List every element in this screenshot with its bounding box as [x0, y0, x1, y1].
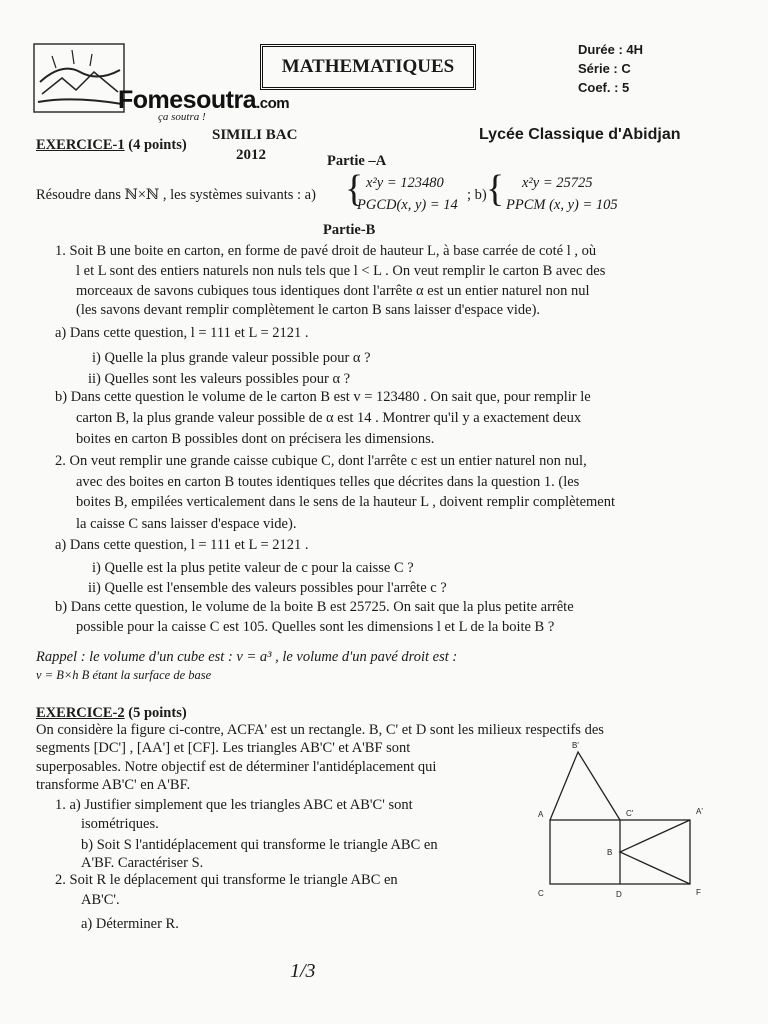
label-ap: A'	[696, 807, 703, 816]
ex2-q1b-line1: b) Soit S l'antidéplacement qui transforme le triangle ABC en	[81, 837, 438, 853]
exam-meta	[578, 40, 643, 97]
label-d: D	[616, 890, 622, 899]
q2a-ii: ii) Quelle est l'ensemble des valeurs possibles pour l'arrête c ?	[88, 580, 447, 596]
ex2-q1a-line1: 1. a) Justifier simplement que les triangles ABC et AB'C' sont	[55, 797, 413, 813]
q2-line2: avec des boites en carton B toutes identiques telles que décrites dans la question 1. (les	[76, 474, 580, 490]
system-a-eq2: PGCD(x, y) = 14	[357, 197, 458, 213]
logo-brand: Fomesoutra.com	[118, 86, 290, 114]
logo-tagline: ça soutra !	[158, 111, 206, 123]
q2-line3: boites B, empilées verticalement dans le sens de la hauteur L , doivent remplir complètement	[76, 494, 616, 510]
q1b-line2: carton B, la plus grande valeur possible de α est 14 . Montrer qu'il y a exactement deux	[76, 410, 582, 426]
q1a-i: i) Quelle la plus grande valeur possible pour α ?	[92, 350, 371, 366]
q2-line1: 2. On veut remplir une grande caisse cubique C, dont l'arrête c est un entier naturel non nul,	[55, 453, 587, 469]
q1-line1: 1. Soit B une boite en carton, en forme de pavé droit de hauteur L, à base carrée de coté l , où	[55, 243, 597, 259]
q1b-line1: b) Dans cette question le volume de le carton B est v = 123480 . On sait que, pour remplir le	[55, 389, 591, 405]
system-b-brace: {	[486, 168, 505, 210]
label-f: F	[696, 888, 701, 897]
ex2-line4: transforme AB'C' en A'BF.	[36, 777, 191, 793]
q1-line3: morceaux de savons cubiques tous identiques dont l'arrête α est un entier naturel non nul	[76, 283, 590, 299]
q1a: a) Dans cette question, l = 111 et L = 2121 .	[55, 325, 309, 341]
part-a-title: Partie –A	[327, 153, 387, 169]
system-a-brace: {	[345, 168, 364, 210]
part-a-text: Résoudre dans ℕ×ℕ , les systèmes suivants : a)	[36, 187, 316, 203]
q1-line2: l et L sont des entiers naturels non nuls tels que l < L . On veut remplir le carton B avec des	[76, 263, 606, 279]
series: Série : C	[578, 61, 631, 76]
school-logo-image	[32, 42, 127, 117]
q1b-line3: boites en carton B possibles dont on précisera les dimensions.	[76, 431, 435, 447]
ex2-line3: superposables. Notre objectif est de déterminer l'antidéplacement qui	[36, 759, 437, 775]
q2a: a) Dans cette question, l = 111 et L = 2121 .	[55, 537, 309, 553]
exam-name: SIMILI BAC	[212, 127, 298, 143]
triangle-abpcp	[550, 752, 620, 820]
q1a-ii: ii) Quelles sont les valeurs possibles pour α ?	[88, 371, 351, 387]
ex2-line2: segments [DC'] , [AA'] et [CF]. Les triangles AB'C' et A'BF sont	[36, 740, 411, 756]
system-b-eq2: PPCM (x, y) = 105	[506, 197, 618, 213]
system-separator: ; b)	[467, 187, 487, 203]
rappel-line1: Rappel : le volume d'un cube est : v = a³ , le volume d'un pavé droit est :	[36, 649, 458, 665]
label-bp: B'	[572, 741, 579, 750]
ex2-q1a-line2: isométriques.	[81, 816, 159, 832]
geometry-figure	[530, 738, 720, 908]
label-c: C	[538, 889, 544, 898]
ex2-line1: On considère la figure ci-contre, ACFA' est un rectangle. B, C' et D sont les milieux respectifs des	[36, 722, 604, 738]
ex2-q2a: a) Déterminer R.	[81, 916, 179, 932]
page-number: 1/3	[290, 960, 316, 982]
label-b: B	[607, 848, 613, 857]
coefficient: Coef. : 5	[578, 80, 630, 95]
q2-line4: la caisse C sans laisser d'espace vide).	[76, 516, 297, 532]
q2b-line2: possible pour la caisse C est 105. Quelles sont les dimensions l et L de la boite B ?	[76, 619, 555, 635]
label-a: A	[538, 810, 544, 819]
school-name: Lycée Classique d'Abidjan	[479, 126, 681, 143]
q1-line4: (les savons devant remplir complètement le carton B sans laisser d'espace vide).	[76, 302, 541, 318]
system-b-eq1: x²y = 25725	[522, 175, 593, 191]
duration: Durée : 4H	[578, 42, 644, 57]
exercise-2-title: EXERCICE-2 (5 points)	[36, 705, 187, 721]
system-a-eq1: x²y = 123480	[366, 175, 444, 191]
triangle-apbf	[620, 820, 690, 884]
q2b-line1: b) Dans cette question, le volume de la boite B est 25725. On sait que la plus petite arrête	[55, 599, 574, 615]
ex2-q1b-line2: A'BF. Caractériser S.	[81, 855, 204, 871]
subject-title: MATHEMATIQUES	[260, 44, 476, 90]
ex2-q2-line2: AB'C'.	[81, 892, 120, 908]
exercise-1-title: EXERCICE-1 (4 points)	[36, 137, 187, 153]
label-cp: C'	[626, 809, 634, 818]
ex2-q2-line1: 2. Soit R le déplacement qui transforme le triangle ABC en	[55, 872, 398, 888]
rappel-line2: v = B×h B étant la surface de base	[36, 668, 212, 682]
q2a-i: i) Quelle est la plus petite valeur de c pour la caisse C ?	[92, 560, 414, 576]
exam-year: 2012	[236, 147, 266, 163]
part-b-title: Partie-B	[323, 222, 376, 238]
